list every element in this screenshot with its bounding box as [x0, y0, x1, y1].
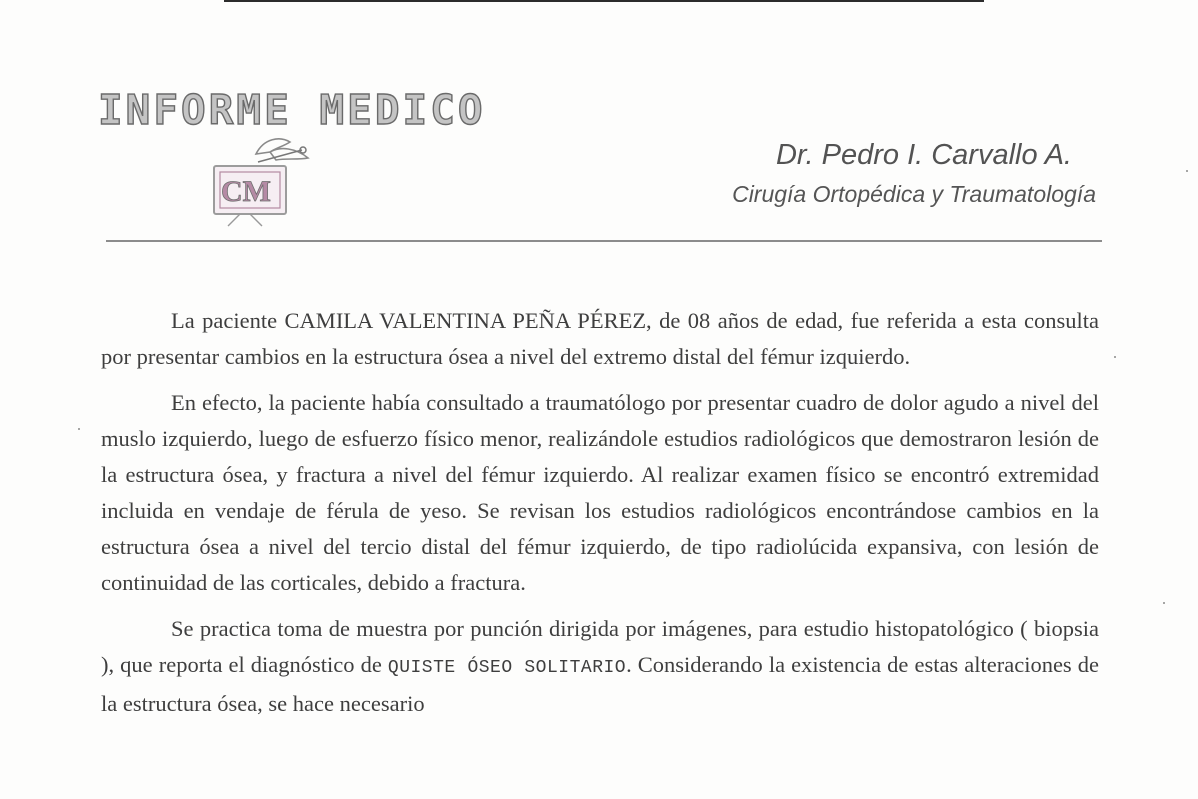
biopsy-text: Se practica toma de muestra por punción dirigida por imágenes, para estudio histopatológico ( biopsia ), que reporta el diagnóstico de [101, 616, 1099, 677]
top-border-line [224, 0, 984, 2]
scan-speck [1163, 602, 1165, 604]
doctor-specialty: Cirugía Ortopédica y Traumatología [732, 181, 1096, 207]
logo-text: CM [221, 175, 271, 208]
header-divider [106, 240, 1102, 242]
biopsy-continuation-text: . Considerando la existencia de estas alteraciones de la estructura ósea, se hace necesario [101, 652, 1099, 716]
report-body [101, 303, 1099, 732]
scan-speck [1114, 356, 1116, 358]
diagnosis-text: QUISTE ÓSEO SOLITARIO [387, 658, 627, 678]
scan-speck [78, 428, 80, 430]
paragraph-patient-referral: La paciente CAMILA VALENTINA PEÑA PÉREZ, de 08 años de edad, fue referida a esta consulta por presentar cambios en la estructura ósea a nivel del extremo distal del fémur izquierdo. [101, 308, 1099, 369]
paragraph-biopsy-diagnosis [101, 611, 1099, 722]
clinic-logo-icon [206, 136, 312, 230]
report-title: INFORME MEDICO [98, 86, 486, 134]
paragraph-clinical-history: En efecto, la paciente había consultado a traumatólogo por presentar cuadro de dolor agudo a nivel del muslo izquierdo, luego de esfuerzo físico menor, realizándole estudios radiológicos que demostraron lesión de la estructura ósea, y fractura a nivel del fémur izquierdo. Al realizar examen físico se encontró extremidad incluida en vendaje de férula de yeso. Se revisan los estudios radiológicos encontrándose cambios en la estructura ósea a nivel del tercio distal del fémur izquierdo, de tipo radiolúcida expansiva, con lesión de continuidad de las corticales, debido a fractura. [101, 390, 1099, 595]
clinic-logo [206, 136, 312, 230]
doctor-name: Dr. Pedro I. Carvallo A. [775, 139, 1072, 171]
scan-speck [1186, 170, 1188, 172]
